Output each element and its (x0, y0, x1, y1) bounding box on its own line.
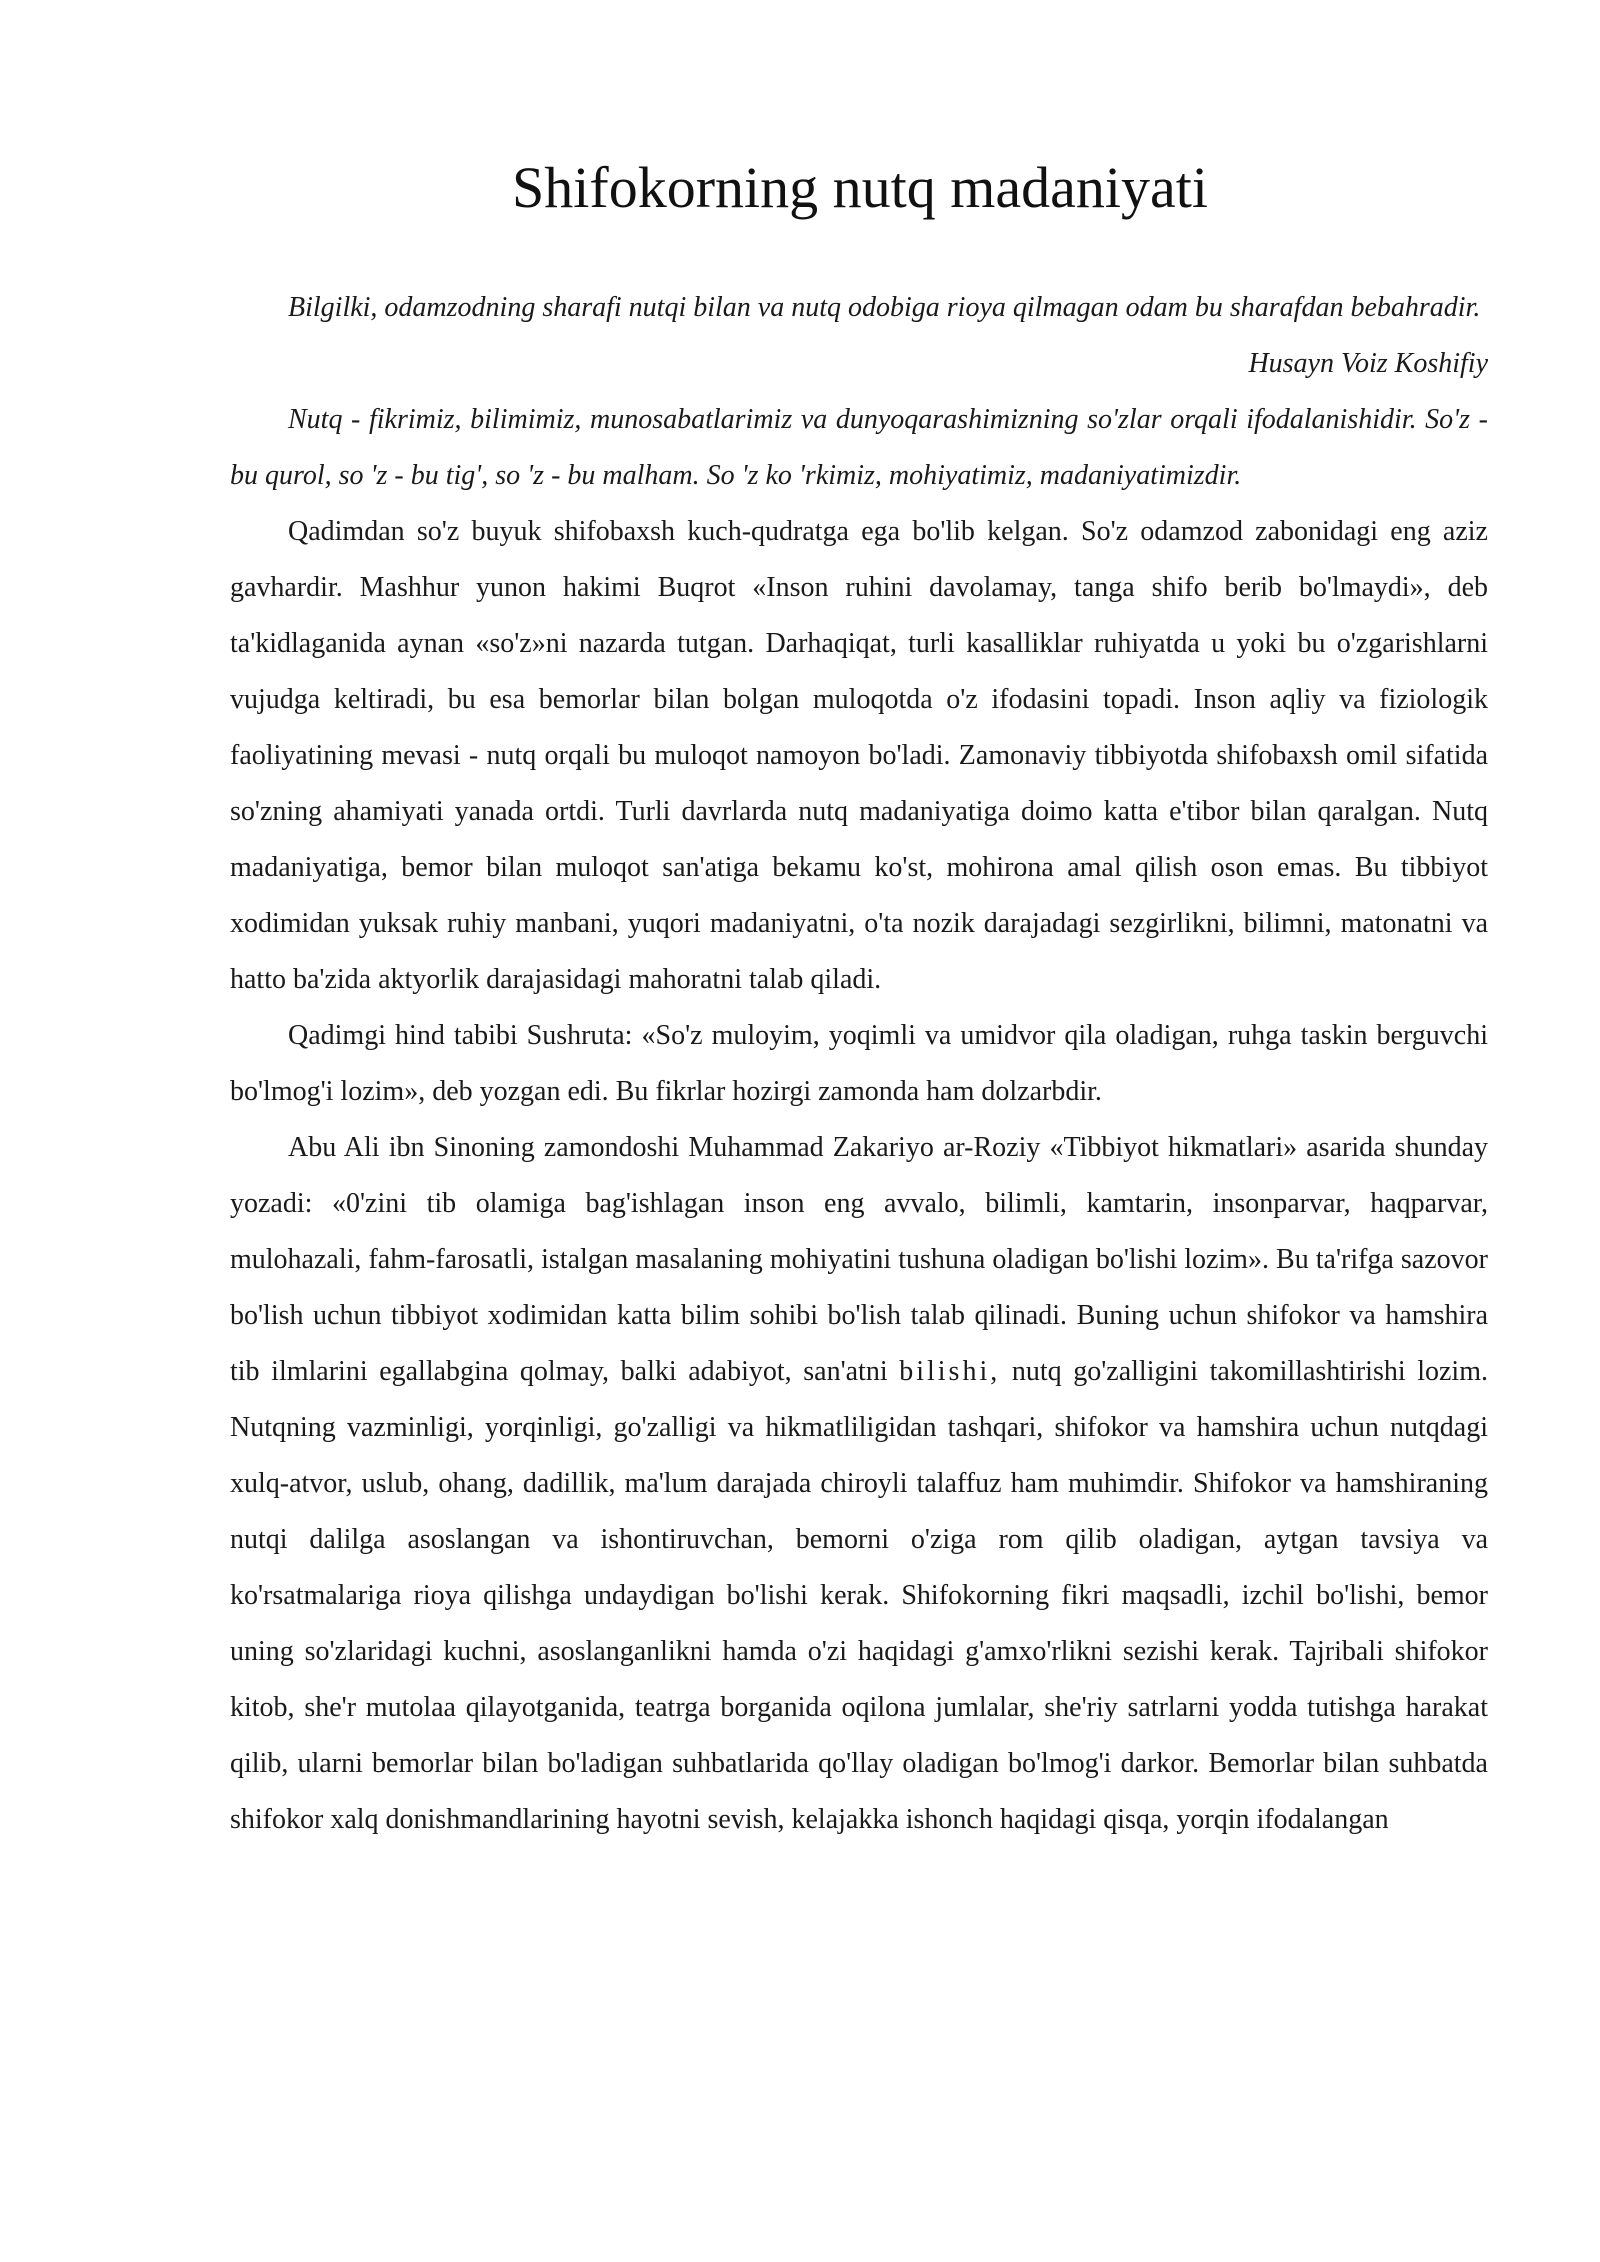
paragraph: Qadimdan so'z buyuk shifobaxsh kuch-qudratga ega bo'lib kelgan. So'z odamzod zabonidagi eng aziz gavhardir. Mashhur yunon hakimi Buqrot «Inson ruhini davolamay, tanga shifo berib bo'lmaydi», deb ta'kidlaganida aynan «so'z»ni nazarda tutgan. Darhaqiqat, turli kasalliklar ruhiyatda u yoki bu o'zgarishlarni vujudga keltiradi, bu esa bemorlar bilan bolgan muloqotda o'z ifodasini topadi. Inson aqliy va fiziologik faoliyatining mevasi - nutq orqali bu muloqot namoyon bo'ladi. Zamonaviy tibbiyotda shifobaxsh omil sifatida so'zning ahamiyati yanada ortdi. Turli davrlarda nutq madaniyatiga doimo katta e'tibor bilan qaralgan. Nutq madaniyatiga, bemor bilan muloqot san'atiga bekamu ko'st, mohirona amal qilish oson emas. Bu tibbiyot xodimidan yuksak ruhiy manbani, yuqori madaniyatni, o'ta nozik darajadagi sezgirlikni, bilimni, matonatni va hatto ba'zida aktyorlik darajasidagi mahoratni talab qiladi. (230, 516, 1488, 995)
paragraph (230, 1120, 1488, 1848)
intro-paragraph: Nutq - fikrimiz, bilimimiz, munosabatlarimiz va dunyoqarashimizning so'zlar orqali ifodalanishidir. So'z - bu qurol, so 'z - bu tig', so 'z - bu malham. So 'z ko 'rkimiz, mohiyatimiz, madaniyatimizdir. (230, 404, 1488, 491)
paragraph-spaced-word: bilishi, (899, 1356, 1001, 1387)
epigraph: Bilgilki, odamzodning sharafi nutqi bilan va nutq odobiga rioya qilmagan odam bu sharafdan bebahradir. (288, 292, 1481, 323)
document-title: Shifokorning nutq madaniyati (512, 155, 1208, 220)
paragraph: Qadimgi hind tabibi Sushruta: «So'z muloyim, yoqimli va umidvor qila oladigan, ruhga taskin berguvchi bo'lmog'i lozim», deb yozgan edi. Bu fikrlar hozirgi zamonda ham dolzarbdir. (230, 1020, 1488, 1107)
epigraph-author: Husayn Voiz Koshifiy (1248, 348, 1488, 379)
document-body (230, 280, 1488, 1848)
paragraph-text: Abu Ali ibn Sinoning zamondoshi Muhammad Zakariyo ar-Roziy «Tibbiyot hikmatlari» asarida shunday yozadi: «0'zini tib olamiga bag'ishlagan inson eng avvalo, bilimli, kamtarin, insonparvar, haqparvar, mulohazali, fahm-farosatli, istalgan masalaning mohiyatini tushuna oladigan bo'lishi lozim». Bu ta'rifga sazovor bo'lish uchun tibbiyot xodimidan katta bilim sohibi bo'lish talab qilinadi. Buning uchun shifokor va hamshira tib ilmlarini egallabgina qolmay, balki adabiyot, san'atni (230, 1132, 1488, 1387)
paragraph-text: nutq go'zalligini takomillashtirishi lozim. Nutqning vazminligi, yorqinligi, go'zalligi va hikmatliligidan tashqari, shifokor va hamshira uchun nutqdagi xulq-atvor, uslub, ohang, dadillik, ma'lum darajada chiroyli talaffuz ham muhimdir. Shifokor va hamshiraning nutqi dalilga asoslangan va ishontiruvchan, bemorni o'ziga rom qilib oladigan, aytgan tavsiya va ko'rsatmalariga rioya qilishga undaydigan bo'lishi kerak. Shifokorning fikri maqsadli, izchil bo'lishi, bemor uning so'zlaridagi kuchni, asoslanganlikni hamda o'zi haqidagi g'amxo'rlikni sezishi kerak. Tajribali shifokor kitob, she'r mutolaa qilayotganida, teatrga borganida oqilona jumlalar, she'riy satrlarni yodda tutishga harakat qilib, ularni bemorlar bilan bo'ladigan suhbatlarida qo'llay oladigan bo'lmog'i darkor. Bemorlar bilan suhbatda shifokor xalq donishmandlarining hayotni sevish, kelajakka ishonch haqidagi qisqa, yorqin ifodalangan (230, 1356, 1488, 1835)
